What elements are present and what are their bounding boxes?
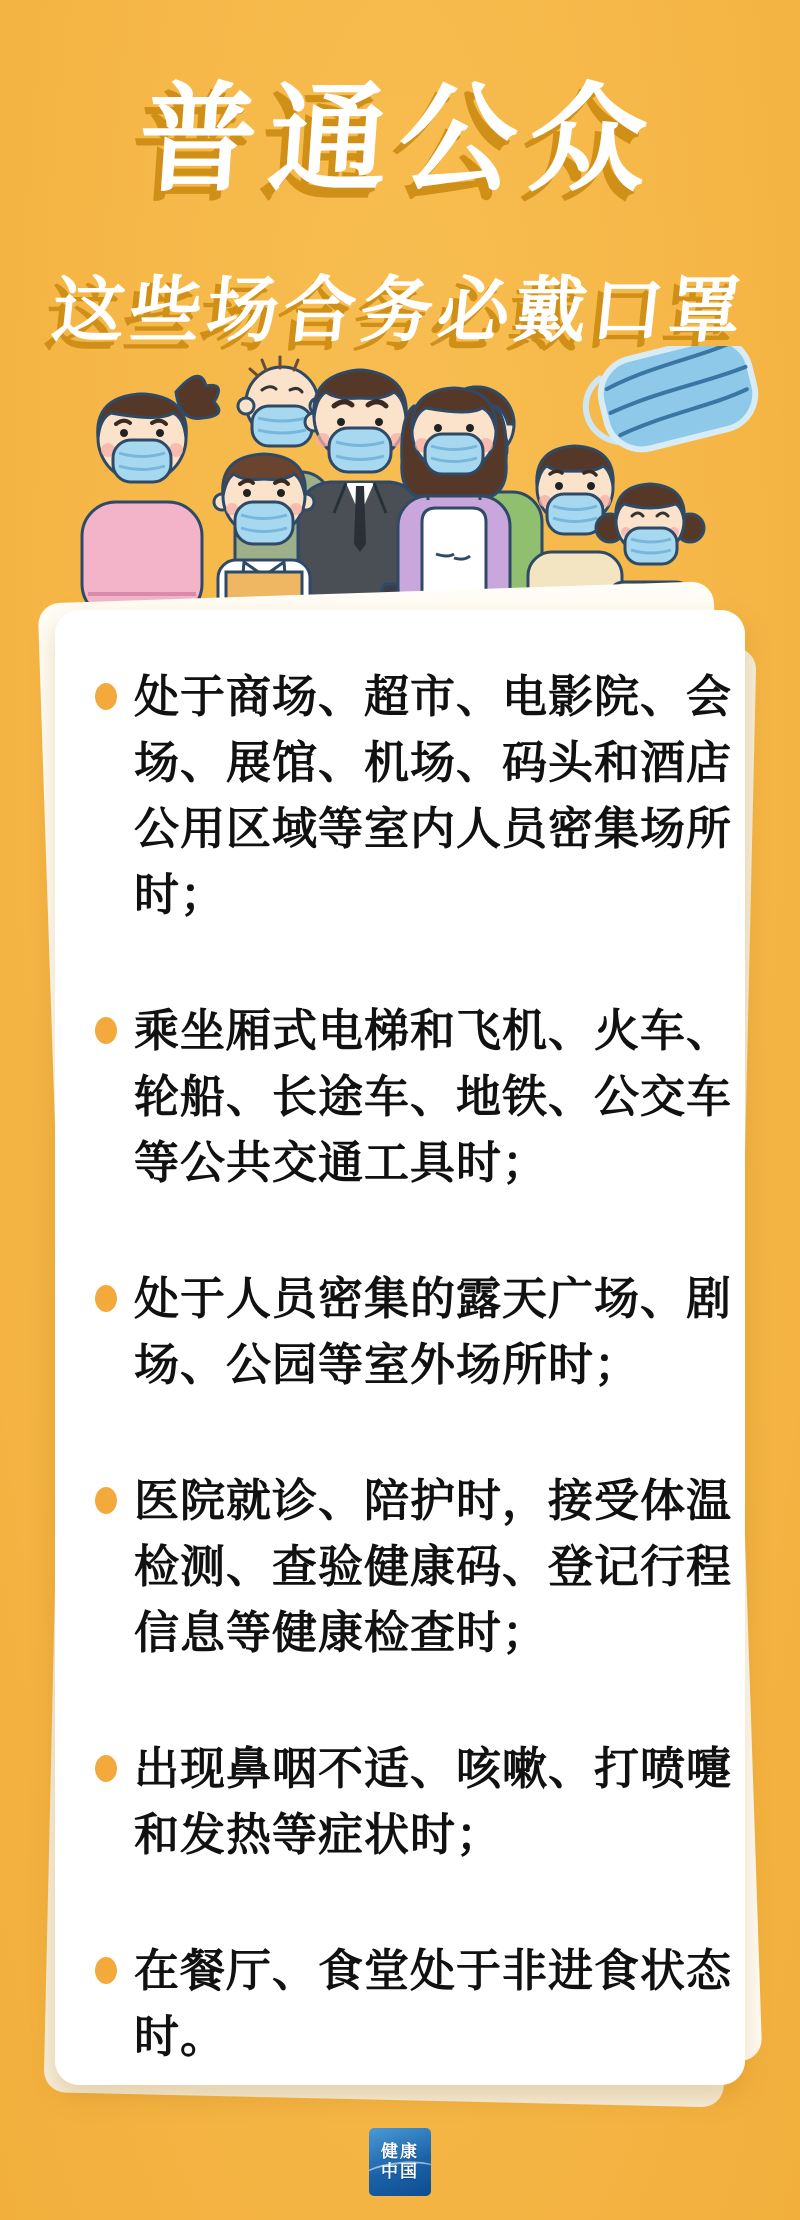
bullet-line: 医院就诊、陪护时，接受体温	[134, 1475, 733, 1526]
bullet-dot	[95, 1017, 117, 1044]
bullet-line: 场、展馆、机场、码头和酒店	[134, 737, 733, 788]
content-card	[55, 610, 745, 2085]
bullet-item-2	[95, 998, 733, 1196]
mask-icon	[576, 346, 763, 461]
logo-text-line2: 中国	[381, 2162, 419, 2181]
bullet-line: 在餐厅、食堂处于非进食状态	[134, 1945, 733, 1996]
bullet-item-6	[95, 1938, 733, 2070]
person-woman-topknot	[82, 376, 219, 618]
bullet-dot	[95, 1487, 117, 1514]
bullet-line: 和发热等症状时；	[134, 1809, 503, 1860]
bullet-item-1	[95, 664, 733, 928]
bullet-dot	[95, 1957, 117, 1984]
bullet-line: 时。	[134, 2011, 227, 2062]
family-illustration	[30, 346, 770, 618]
bullet-dot	[95, 683, 117, 710]
bullet-item-5	[95, 1736, 733, 1868]
logo-text-line1: 健康	[381, 2142, 419, 2161]
page-title: 普通公众	[134, 74, 664, 206]
bullet-line: 处于人员密集的露天广场、剧	[134, 1273, 733, 1324]
bullet-line: 时；	[134, 869, 227, 920]
bullet-line: 信息等健康检查时；	[134, 1607, 549, 1658]
bullet-item-4	[95, 1468, 733, 1666]
bullet-line: 乘坐厢式电梯和飞机、火车、	[134, 1005, 733, 1056]
bullet-line: 公用区域等室内人员密集场所	[134, 803, 733, 854]
bullet-line: 轮船、长途车、地铁、公交车	[134, 1071, 733, 1122]
bullet-line: 处于商场、超市、电影院、会	[134, 671, 733, 722]
bullet-line: 出现鼻咽不适、咳嗽、打喷嚏	[134, 1743, 733, 1794]
bullet-dot	[95, 1285, 117, 1312]
healthy-china-logo	[369, 2128, 431, 2196]
bullet-dot	[95, 1755, 117, 1782]
page-subtitle: 这些场合务必戴口罩	[48, 271, 750, 351]
person-mother-apron	[398, 388, 510, 618]
bullet-line: 场、公园等室外场所时；	[134, 1339, 641, 1390]
bullet-item-3	[95, 1266, 733, 1398]
bullet-line: 检测、查验健康码、登记行程	[134, 1541, 733, 1592]
bullet-line: 等公共交通工具时；	[134, 1137, 549, 1188]
